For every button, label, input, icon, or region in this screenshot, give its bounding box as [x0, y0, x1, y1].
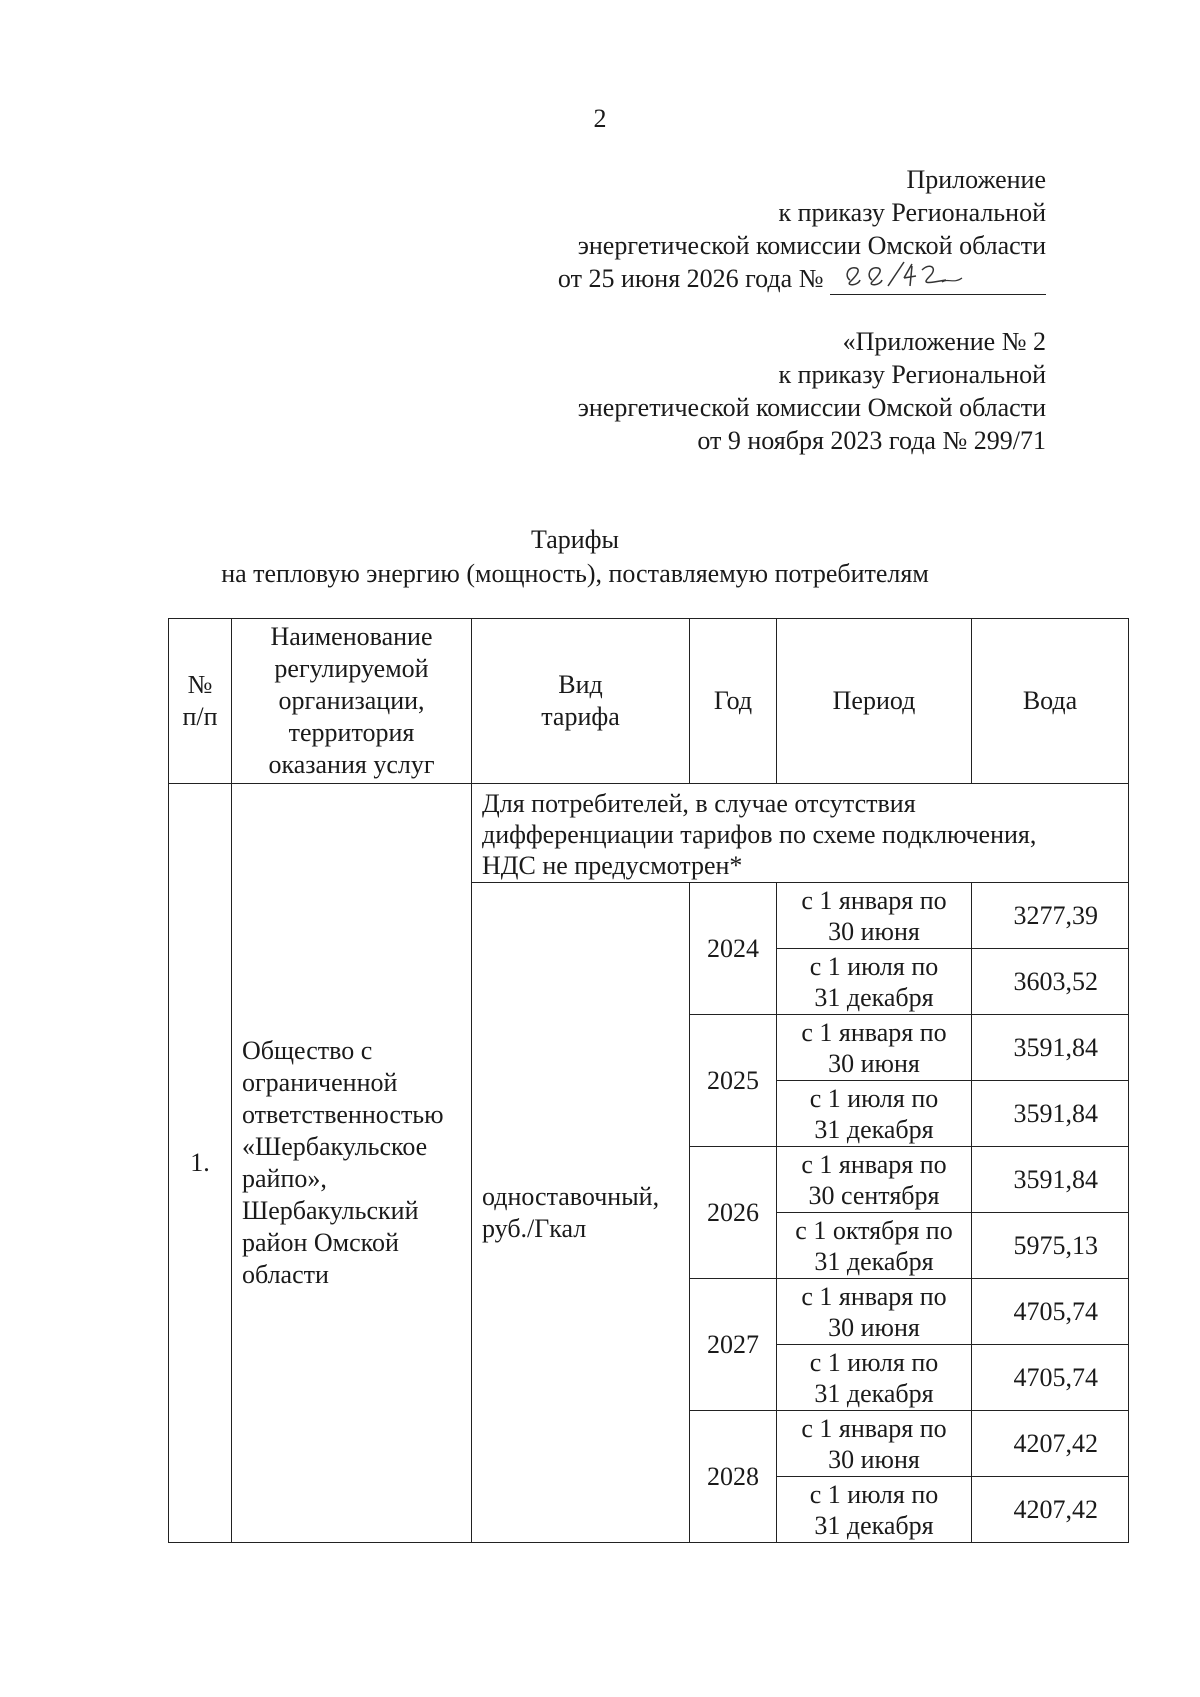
approval-line: энергетической комиссии Омской области [577, 393, 1046, 422]
period-cell: с 1 октября по 31 декабря [777, 1213, 972, 1279]
period-cell: с 1 июля по 31 декабря [777, 1081, 972, 1147]
organization-name: Общество с ограниченной ответственностью «Шербакульское райпо», Шербакульский район Омской области [232, 784, 472, 1543]
period-cell: с 1 июля по 31 декабря [777, 1345, 972, 1411]
document-title [0, 523, 1200, 591]
approval-line: Приложение [906, 165, 1046, 194]
approval-line: к приказу Региональной [778, 360, 1046, 389]
consumer-note: Для потребителей, в случае отсутствия дифференциации тарифов по схеме подключения, НДС не предусмотрен* [472, 784, 1129, 883]
handwritten-signature-icon [838, 256, 968, 290]
period-cell: с 1 января по 30 июня [777, 1279, 972, 1345]
year-cell: 2025 [690, 1015, 777, 1147]
title-line: на тепловую энергию (мощность), поставляемую потребителям [221, 559, 929, 588]
tariff-value: 4705,74 [972, 1345, 1129, 1411]
approval-block-original [578, 325, 1046, 457]
tariff-value: 3591,84 [972, 1081, 1129, 1147]
tariff-value: 4207,42 [972, 1411, 1129, 1477]
table-header-row [169, 619, 1129, 784]
tariff-value: 3591,84 [972, 1015, 1129, 1081]
period-cell: с 1 января по 30 июня [777, 883, 972, 949]
approval-date-text: от 25 июня 2026 года № [557, 264, 824, 293]
tariff-value: 3277,39 [972, 883, 1129, 949]
tariff-type: одноставочный, руб./Гкал [472, 883, 690, 1543]
period-cell: с 1 июля по 31 декабря [777, 949, 972, 1015]
year-cell: 2024 [690, 883, 777, 1015]
tariff-value: 5975,13 [972, 1213, 1129, 1279]
approval-line: «Приложение № 2 [842, 327, 1046, 356]
handwritten-order-number [830, 264, 1046, 295]
tariff-value: 3603,52 [972, 949, 1129, 1015]
approval-line: энергетической комиссии Омской области [577, 231, 1046, 260]
period-cell: с 1 января по 30 июня [777, 1015, 972, 1081]
title-line: Тарифы [530, 525, 619, 554]
consumer-note-row [169, 784, 1129, 883]
tariff-value: 3591,84 [972, 1147, 1129, 1213]
period-cell: с 1 января по 30 июня [777, 1411, 972, 1477]
tariff-value: 4207,42 [972, 1477, 1129, 1543]
year-cell: 2027 [690, 1279, 777, 1411]
row-number: 1. [169, 784, 232, 1543]
header-water: Вода [972, 619, 1129, 784]
year-cell: 2026 [690, 1147, 777, 1279]
header-number: № п/п [169, 619, 232, 784]
page-number: 2 [593, 104, 607, 133]
approval-line: от 9 ноября 2023 года № 299/71 [697, 426, 1046, 455]
approval-line: к приказу Региональной [778, 198, 1046, 227]
approval-block-current [558, 163, 1046, 295]
header-tariff-type: Вид тарифа [472, 619, 690, 784]
period-cell: с 1 января по 30 сентября [777, 1147, 972, 1213]
period-cell: с 1 июля по 31 декабря [777, 1477, 972, 1543]
header-period: Период [777, 619, 972, 784]
approval-date-line [558, 262, 1046, 295]
tariff-value: 4705,74 [972, 1279, 1129, 1345]
tariffs-table [168, 618, 1129, 1543]
header-year: Год [690, 619, 777, 784]
year-cell: 2028 [690, 1411, 777, 1543]
header-organization: Наименование регулируемой организации, территория оказания услуг [232, 619, 472, 784]
